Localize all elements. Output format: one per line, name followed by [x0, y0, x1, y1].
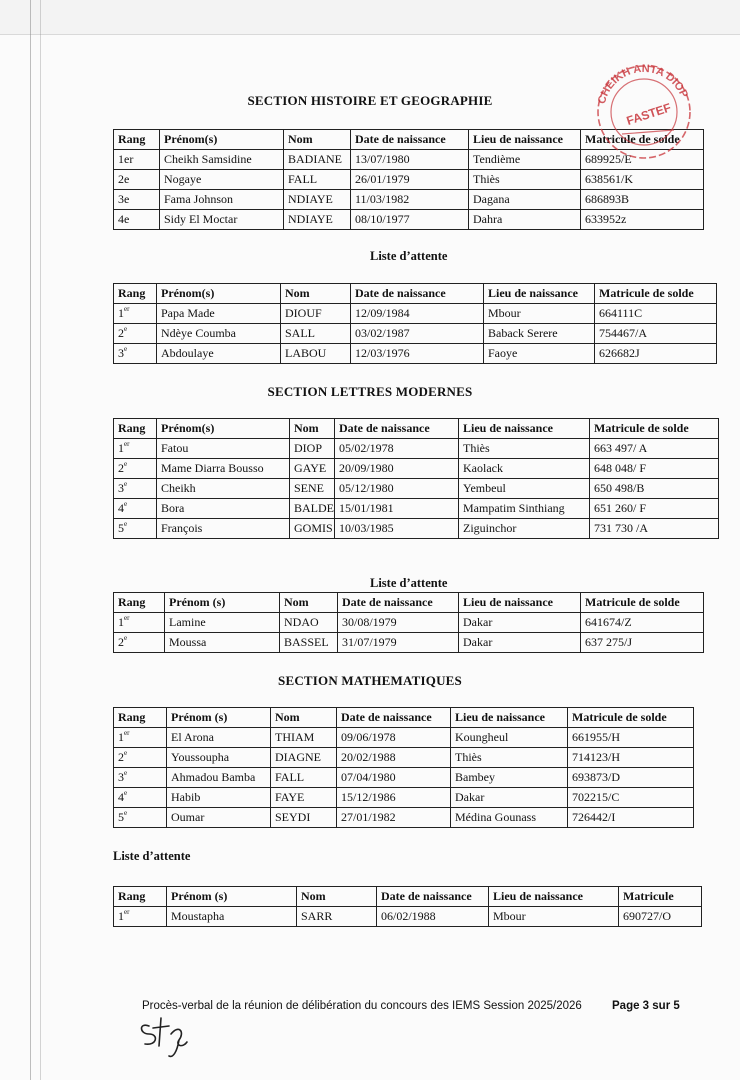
cell-matricule: 731 730 /A	[590, 519, 719, 539]
table-row	[114, 459, 719, 479]
cell-nom: NDIAYE	[284, 190, 351, 210]
rank-number: 1	[118, 306, 124, 320]
table-row	[114, 499, 719, 519]
cell-matricule: 726442/I	[568, 808, 694, 828]
maths-table	[113, 707, 694, 828]
lettres-waiting-table	[113, 592, 704, 653]
lettres-table	[113, 418, 719, 539]
rank-number: 4	[118, 790, 124, 804]
cell-rang	[114, 150, 160, 170]
cell-matricule: 626682J	[595, 344, 717, 364]
cell-lieu: Mbour	[484, 304, 595, 324]
rank-number: 1er	[118, 152, 134, 166]
col-rang: Rang	[114, 708, 167, 728]
rank-number: 1	[118, 615, 124, 629]
rank-suffix: e	[124, 325, 128, 333]
rank-number: 3e	[118, 192, 130, 206]
cell-rang	[114, 808, 167, 828]
rank-suffix: e	[124, 460, 128, 468]
cell-lieu: Mampatim Sinthiang	[459, 499, 590, 519]
rank-suffix: e	[124, 749, 128, 757]
cell-matricule: 693873/D	[568, 768, 694, 788]
cell-rang	[114, 499, 157, 519]
rank-suffix: e	[124, 634, 128, 642]
col-prenom: Prénom(s)	[157, 284, 281, 304]
table-row	[114, 768, 694, 788]
col-matricule: Matricule de solde	[590, 419, 719, 439]
cell-rang	[114, 304, 157, 324]
table-row	[114, 439, 719, 459]
rank-suffix: e	[124, 809, 128, 817]
section-lettres-title: SECTION LETTRES MODERNES	[267, 384, 473, 399]
col-nom: Nom	[280, 593, 338, 613]
cell-nom: NDIAYE	[284, 210, 351, 230]
col-rang: Rang	[114, 419, 157, 439]
cell-matricule: 686893B	[581, 190, 704, 210]
cell-matricule: 633952z	[581, 210, 704, 230]
table-row	[114, 479, 719, 499]
cell-date: 20/09/1980	[335, 459, 459, 479]
rank-suffix: er	[124, 729, 130, 737]
col-date: Date de naissance	[338, 593, 459, 613]
cell-date: 26/01/1979	[351, 170, 469, 190]
col-date: Date de naissance	[377, 887, 489, 907]
cell-matricule: 689925/E	[581, 150, 704, 170]
col-prenom: Prénom (s)	[167, 708, 271, 728]
rank-suffix: er	[124, 614, 130, 622]
cell-prenom: Ahmadou Bamba	[167, 768, 271, 788]
cell-prenom: Nogaye	[160, 170, 284, 190]
page-number: Page 3 sur 5	[612, 1000, 680, 1012]
cell-lieu: Faoye	[484, 344, 595, 364]
col-lieu: Lieu de naissance	[451, 708, 568, 728]
cell-matricule: 651 260/ F	[590, 499, 719, 519]
table-row	[114, 808, 694, 828]
col-rang: Rang	[114, 130, 160, 150]
histoire-waiting-title: Liste d’attente	[370, 249, 448, 263]
rank-number: 3	[118, 770, 124, 784]
cell-prenom: Youssoupha	[167, 748, 271, 768]
cell-rang	[114, 633, 165, 653]
col-nom: Nom	[281, 284, 351, 304]
cell-nom: DIOP	[290, 439, 335, 459]
cell-matricule: 702215/C	[568, 788, 694, 808]
col-nom: Nom	[297, 887, 377, 907]
cell-nom: DIOUF	[281, 304, 351, 324]
rank-number: 4e	[118, 212, 130, 226]
cell-rang	[114, 519, 157, 539]
rank-number: 2e	[118, 172, 130, 186]
page-fold-line	[30, 0, 31, 1080]
cell-prenom: Fatou	[157, 439, 290, 459]
cell-prenom: Oumar	[167, 808, 271, 828]
cell-nom: BADIANE	[284, 150, 351, 170]
scan-top-strip	[0, 0, 740, 35]
cell-nom: THIAM	[271, 728, 337, 748]
cell-rang	[114, 170, 160, 190]
table-row	[114, 210, 704, 230]
cell-nom: DIAGNE	[271, 748, 337, 768]
cell-prenom: Moussa	[165, 633, 280, 653]
cell-date: 13/07/1980	[351, 150, 469, 170]
stamp-arc-text: CHEIKH ANTA DIOP	[595, 62, 690, 106]
col-matricule: Matricule	[619, 887, 702, 907]
rank-number: 3	[118, 346, 124, 360]
cell-nom: SARR	[297, 907, 377, 927]
col-lieu: Lieu de naissance	[489, 887, 619, 907]
cell-lieu: Yembeul	[459, 479, 590, 499]
rank-number: 2	[118, 635, 124, 649]
cell-matricule: 664111C	[595, 304, 717, 324]
rank-suffix: er	[124, 440, 130, 448]
table-row	[114, 613, 704, 633]
col-nom: Nom	[290, 419, 335, 439]
col-lieu: Lieu de naissance	[469, 130, 581, 150]
cell-matricule: 650 498/B	[590, 479, 719, 499]
table-header	[114, 284, 717, 304]
col-date: Date de naissance	[351, 130, 469, 150]
col-date: Date de naissance	[351, 284, 484, 304]
rank-number: 1	[118, 909, 124, 923]
cell-rang	[114, 907, 167, 927]
cell-lieu: Thiès	[451, 748, 568, 768]
col-prenom: Prénom(s)	[157, 419, 290, 439]
cell-nom: FALL	[284, 170, 351, 190]
table-row	[114, 633, 704, 653]
cell-date: 09/06/1978	[337, 728, 451, 748]
rank-suffix: e	[124, 345, 128, 353]
cell-matricule: 754467/A	[595, 324, 717, 344]
col-rang: Rang	[114, 887, 167, 907]
svg-text:CHEIKH ANTA DIOP	[596, 63, 690, 105]
cell-lieu: Mbour	[489, 907, 619, 927]
rank-number: 1	[118, 730, 124, 744]
cell-date: 06/02/1988	[377, 907, 489, 927]
page-fold-line	[40, 0, 41, 1080]
col-prenom: Prénom (s)	[167, 887, 297, 907]
table-row	[114, 344, 717, 364]
rank-suffix: e	[124, 500, 128, 508]
cell-lieu: Dagana	[469, 190, 581, 210]
rank-suffix: er	[124, 908, 130, 916]
cell-nom: SALL	[281, 324, 351, 344]
stamp-center-text: FASTEF	[624, 100, 673, 128]
table-row	[114, 170, 704, 190]
cell-lieu: Koungheul	[451, 728, 568, 748]
cell-lieu: Dakar	[459, 633, 581, 653]
cell-date: 30/08/1979	[338, 613, 459, 633]
cell-date: 08/10/1977	[351, 210, 469, 230]
cell-nom: FAYE	[271, 788, 337, 808]
cell-prenom: Cheikh	[157, 479, 290, 499]
rank-number: 2	[118, 326, 124, 340]
cell-date: 15/01/1981	[335, 499, 459, 519]
cell-lieu: Ziguinchor	[459, 519, 590, 539]
cell-date: 20/02/1988	[337, 748, 451, 768]
university-seal-icon	[590, 54, 698, 162]
col-nom: Nom	[271, 708, 337, 728]
histoire-waiting-table	[113, 283, 717, 364]
cell-prenom: Cheikh Samsidine	[160, 150, 284, 170]
rank-suffix: e	[124, 480, 128, 488]
cell-prenom: François	[157, 519, 290, 539]
cell-prenom: Papa Made	[157, 304, 281, 324]
cell-prenom: Ndèye Coumba	[157, 324, 281, 344]
cell-prenom: Habib	[167, 788, 271, 808]
cell-rang	[114, 324, 157, 344]
col-matricule: Matricule de solde	[581, 593, 704, 613]
handwritten-signature-icon	[135, 1012, 195, 1062]
rank-number: 1	[118, 441, 124, 455]
table-row	[114, 190, 704, 210]
cell-lieu: Thiès	[469, 170, 581, 190]
cell-nom: FALL	[271, 768, 337, 788]
cell-date: 05/02/1978	[335, 439, 459, 459]
cell-lieu: Bambey	[451, 768, 568, 788]
cell-date: 15/12/1986	[337, 788, 451, 808]
cell-rang	[114, 768, 167, 788]
table-row	[114, 519, 719, 539]
rank-number: 5	[118, 810, 124, 824]
lettres-waiting-title: Liste d’attente	[370, 576, 448, 590]
cell-matricule: 661955/H	[568, 728, 694, 748]
cell-date: 11/03/1982	[351, 190, 469, 210]
cell-prenom: Moustapha	[167, 907, 297, 927]
rank-number: 3	[118, 481, 124, 495]
cell-matricule: 663 497/ A	[590, 439, 719, 459]
cell-date: 27/01/1982	[337, 808, 451, 828]
cell-rang	[114, 479, 157, 499]
table-row	[114, 788, 694, 808]
col-date: Date de naissance	[337, 708, 451, 728]
footer-caption: Procès-verbal de la réunion de délibération du concours des IEMS Session 2025/2026	[142, 1000, 582, 1012]
cell-nom: BASSEL	[280, 633, 338, 653]
cell-date: 12/09/1984	[351, 304, 484, 324]
cell-rang	[114, 788, 167, 808]
col-lieu: Lieu de naissance	[459, 419, 590, 439]
rank-number: 2	[118, 461, 124, 475]
table-row	[114, 324, 717, 344]
cell-matricule: 690727/O	[619, 907, 702, 927]
rank-number: 5	[118, 521, 124, 535]
section-histoire-title: SECTION HISTOIRE ET GEOGRAPHIE	[247, 93, 493, 108]
col-matricule: Matricule de solde	[595, 284, 717, 304]
cell-rang	[114, 748, 167, 768]
col-date: Date de naissance	[335, 419, 459, 439]
cell-date: 07/04/1980	[337, 768, 451, 788]
table-header	[114, 593, 704, 613]
table-header	[114, 419, 719, 439]
cell-date: 05/12/1980	[335, 479, 459, 499]
cell-prenom: Fama Johnson	[160, 190, 284, 210]
col-lieu: Lieu de naissance	[459, 593, 581, 613]
cell-rang	[114, 210, 160, 230]
cell-lieu: Baback Serere	[484, 324, 595, 344]
cell-nom: NDAO	[280, 613, 338, 633]
cell-lieu: Kaolack	[459, 459, 590, 479]
cell-lieu: Médina Gounass	[451, 808, 568, 828]
table-header	[114, 708, 694, 728]
col-lieu: Lieu de naissance	[484, 284, 595, 304]
cell-nom: GAYE	[290, 459, 335, 479]
table-row	[114, 748, 694, 768]
cell-matricule: 714123/H	[568, 748, 694, 768]
cell-matricule: 648 048/ F	[590, 459, 719, 479]
cell-lieu: Dahra	[469, 210, 581, 230]
cell-date: 31/07/1979	[338, 633, 459, 653]
col-rang: Rang	[114, 593, 165, 613]
table-row	[114, 728, 694, 748]
cell-nom: BALDE	[290, 499, 335, 519]
cell-matricule: 637 275/J	[581, 633, 704, 653]
rank-suffix: e	[124, 789, 128, 797]
table-header	[114, 887, 702, 907]
cell-rang	[114, 439, 157, 459]
col-prenom: Prénom(s)	[160, 130, 284, 150]
col-matricule: Matricule de solde	[568, 708, 694, 728]
cell-prenom: Lamine	[165, 613, 280, 633]
cell-nom: GOMIS	[290, 519, 335, 539]
cell-lieu: Dakar	[459, 613, 581, 633]
col-nom: Nom	[284, 130, 351, 150]
cell-prenom: Bora	[157, 499, 290, 519]
col-matricule: Matricule de solde	[581, 130, 704, 150]
rank-number: 4	[118, 501, 124, 515]
rank-number: 2	[118, 750, 124, 764]
cell-rang	[114, 728, 167, 748]
rank-suffix: er	[124, 305, 130, 313]
cell-date: 10/03/1985	[335, 519, 459, 539]
cell-prenom: Abdoulaye	[157, 344, 281, 364]
cell-rang	[114, 190, 160, 210]
cell-matricule: 638561/K	[581, 170, 704, 190]
cell-matricule: 641674/Z	[581, 613, 704, 633]
table-row	[114, 304, 717, 324]
cell-lieu: Thiès	[459, 439, 590, 459]
maths-waiting-title: Liste d’attente	[113, 849, 191, 863]
col-rang: Rang	[114, 284, 157, 304]
cell-rang	[114, 459, 157, 479]
rank-suffix: e	[124, 520, 128, 528]
table-row	[114, 907, 702, 927]
cell-date: 12/03/1976	[351, 344, 484, 364]
cell-lieu: Dakar	[451, 788, 568, 808]
cell-prenom: El Arona	[167, 728, 271, 748]
cell-rang	[114, 344, 157, 364]
cell-nom: SEYDI	[271, 808, 337, 828]
cell-nom: SENE	[290, 479, 335, 499]
cell-date: 03/02/1987	[351, 324, 484, 344]
cell-lieu: Tendième	[469, 150, 581, 170]
col-prenom: Prénom (s)	[165, 593, 280, 613]
cell-rang	[114, 613, 165, 633]
rank-suffix: e	[124, 769, 128, 777]
cell-prenom: Mame Diarra Bousso	[157, 459, 290, 479]
maths-waiting-table	[113, 886, 702, 927]
cell-nom: LABOU	[281, 344, 351, 364]
cell-prenom: Sidy El Moctar	[160, 210, 284, 230]
section-maths-title: SECTION MATHEMATIQUES	[278, 673, 462, 688]
